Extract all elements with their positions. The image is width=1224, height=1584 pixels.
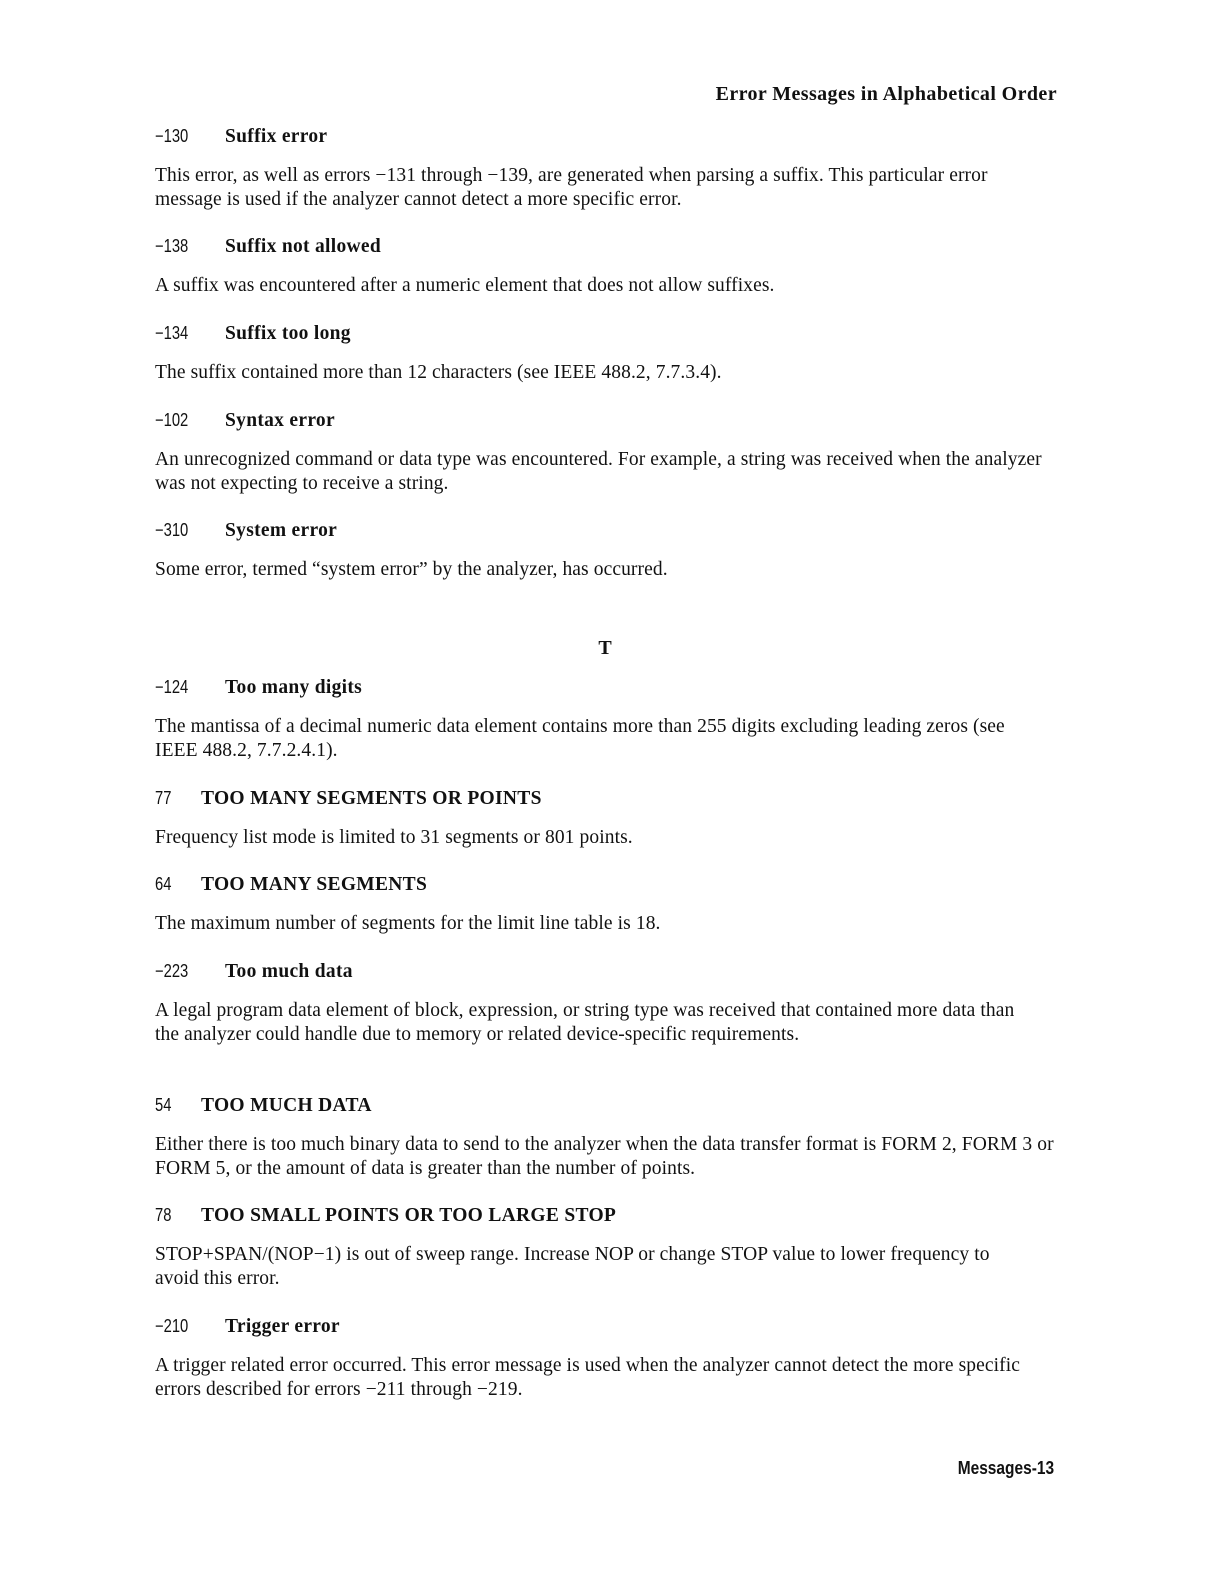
error-number: −102 xyxy=(155,410,189,430)
error-description: This error, as well as errors −131 through −139, are generated when parsing a suffix. This particular error message is used if the analyzer cannot detect a more specific error. xyxy=(155,165,988,210)
error-description: A legal program data element of block, expression, or string type was received that contained more data than the analyzer could handle due to memory or related device-specific requirements. xyxy=(155,1000,1015,1045)
error-title: TOO MANY SEGMENTS OR POINTS xyxy=(201,788,542,809)
error-title: TOO MUCH DATA xyxy=(201,1095,372,1116)
error-description: Either there is too much binary data to send to the analyzer when the data transfer format is FORM 2, FORM 3 or FORM 5, or the amount of data is greater than the number of points. xyxy=(155,1134,1054,1179)
error-entry xyxy=(155,321,1055,385)
error-description: Frequency list mode is limited to 31 segments or 801 points. xyxy=(155,827,633,848)
error-number: −310 xyxy=(155,520,189,540)
error-number: −210 xyxy=(155,1316,189,1336)
error-entry xyxy=(155,1093,1055,1181)
error-number: 77 xyxy=(155,788,172,808)
error-title: Syntax error xyxy=(225,410,335,431)
error-number: −223 xyxy=(155,961,189,981)
error-description: Some error, termed “system error” by the analyzer, has occurred. xyxy=(155,559,668,580)
error-title: Too many digits xyxy=(225,677,363,698)
error-entry xyxy=(155,1314,1055,1402)
error-entry xyxy=(155,959,1055,1047)
error-number: 64 xyxy=(155,874,172,894)
error-description: A suffix was encountered after a numeric element that does not allow suffixes. xyxy=(155,275,775,296)
error-title: System error xyxy=(225,520,338,541)
error-entry xyxy=(155,124,1055,212)
error-description: A trigger related error occurred. This error message is used when the analyzer cannot detect the more specific errors described for errors −211 through −219. xyxy=(155,1355,1021,1400)
error-description: The mantissa of a decimal numeric data element contains more than 255 digits excluding leading zeros (see IEEE 488.2, 7.7.2.4.1). xyxy=(155,716,1005,761)
error-number: −138 xyxy=(155,236,189,256)
error-title: Suffix too long xyxy=(225,323,351,344)
error-description: STOP+SPAN/(NOP−1) is out of sweep range. Increase NOP or change STOP value to lower frequency to avoid this error. xyxy=(155,1244,990,1289)
running-head-title: Error Messages in Alphabetical Order xyxy=(715,83,1057,105)
error-title: Too much data xyxy=(225,961,353,982)
error-number: 78 xyxy=(155,1205,172,1225)
error-entry xyxy=(155,234,1055,298)
error-description: The maximum number of segments for the limit line table is 18. xyxy=(155,913,661,934)
error-entry xyxy=(155,872,1055,936)
error-description: The suffix contained more than 12 characters (see IEEE 488.2, 7.7.3.4). xyxy=(155,362,722,383)
error-entry xyxy=(155,518,1055,582)
error-title: Suffix error xyxy=(225,126,328,147)
error-title: TOO MANY SEGMENTS xyxy=(201,874,428,895)
error-title: TOO SMALL POINTS OR TOO LARGE STOP xyxy=(201,1205,617,1226)
error-title: Trigger error xyxy=(225,1316,340,1337)
error-description: An unrecognized command or data type was encountered. For example, a string was received when the analyzer was not expecting to receive a string. xyxy=(155,449,1042,494)
error-entry xyxy=(155,786,1055,850)
error-number: −124 xyxy=(155,677,189,697)
page-number: Messages-13 xyxy=(957,1458,1054,1478)
error-entry xyxy=(155,1203,1055,1291)
error-title: Suffix not allowed xyxy=(225,236,382,257)
error-number: 54 xyxy=(155,1095,172,1115)
error-number: −130 xyxy=(155,126,189,146)
section-letter-heading: T xyxy=(598,637,612,659)
error-number: −134 xyxy=(155,323,189,343)
error-entry xyxy=(155,675,1055,763)
error-entry xyxy=(155,408,1055,496)
